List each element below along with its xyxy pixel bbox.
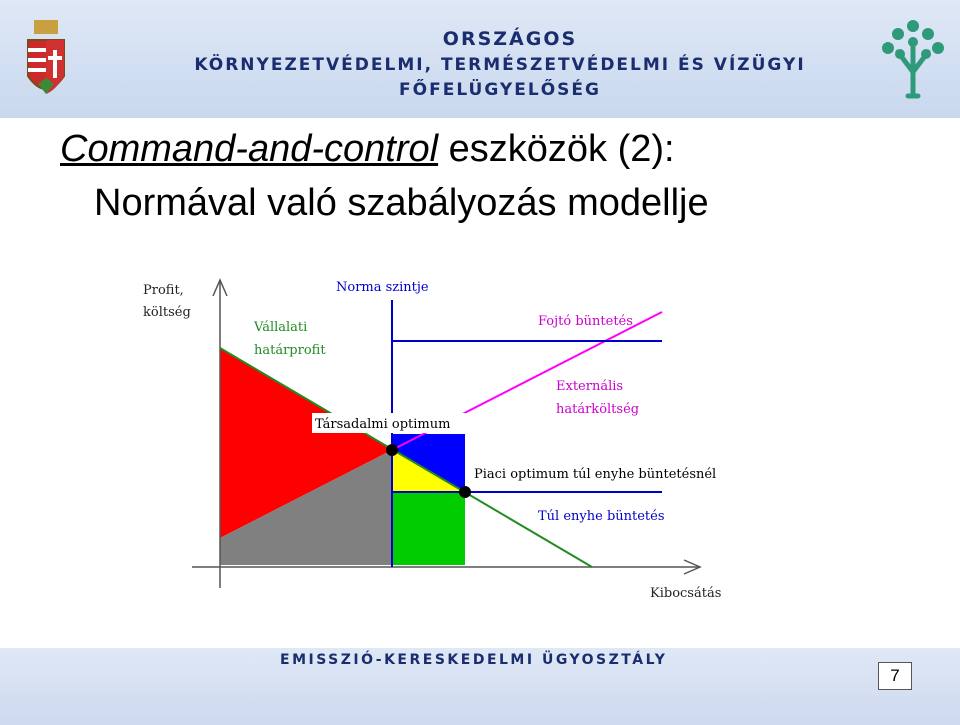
- page-number: 7: [878, 662, 912, 690]
- y-axis-label-2: költség: [143, 305, 191, 320]
- market-optimum-point: [459, 486, 471, 498]
- x-axis-label: Kibocsátás: [650, 586, 722, 601]
- external-cost-label-1: Externális: [556, 379, 624, 394]
- marginal-profit-label-2: határprofit: [254, 343, 326, 358]
- slide-title-line-2: Normával való szabályozás modellje: [94, 182, 709, 224]
- social-optimum-label: Társadalmi optimum: [315, 417, 451, 432]
- org-line-3: FŐFELÜGYELŐSÉG: [399, 80, 601, 100]
- norm-level-label: Norma szintje: [336, 280, 429, 295]
- weak-penalty-label: Túl enyhe büntetés: [538, 509, 665, 524]
- organization-name: [100, 28, 860, 100]
- norm-regulation-diagram: [130, 260, 790, 610]
- org-line-2: KÖRNYEZETVÉDELMI, TERMÉSZETVÉDELMI ÉS VÍZÜGYI: [194, 55, 806, 75]
- tree-logo-icon: [878, 16, 948, 102]
- green-region: [392, 492, 465, 565]
- market-optimum-label: Piaci optimum túl enyhe büntetésnél: [474, 467, 717, 482]
- title-italic-part: Command-and-control: [60, 128, 439, 170]
- social-optimum-point: [386, 444, 398, 456]
- slide-title-line-1: [60, 128, 675, 171]
- coat-of-arms-icon: [20, 18, 72, 104]
- y-axis-label-1: Profit,: [143, 283, 184, 298]
- title-rest-part: eszközök (2):: [438, 128, 675, 170]
- footer-org-unit: EMISSZIÓ-KERESKEDELMI ÜGYOSZTÁLY: [280, 652, 668, 668]
- marginal-profit-label-1: Vállalati: [254, 320, 308, 335]
- strict-penalty-label: Fojtó büntetés: [538, 314, 633, 329]
- org-line-1: ORSZÁGOS: [442, 28, 578, 50]
- external-cost-label-2: határköltség: [556, 402, 640, 417]
